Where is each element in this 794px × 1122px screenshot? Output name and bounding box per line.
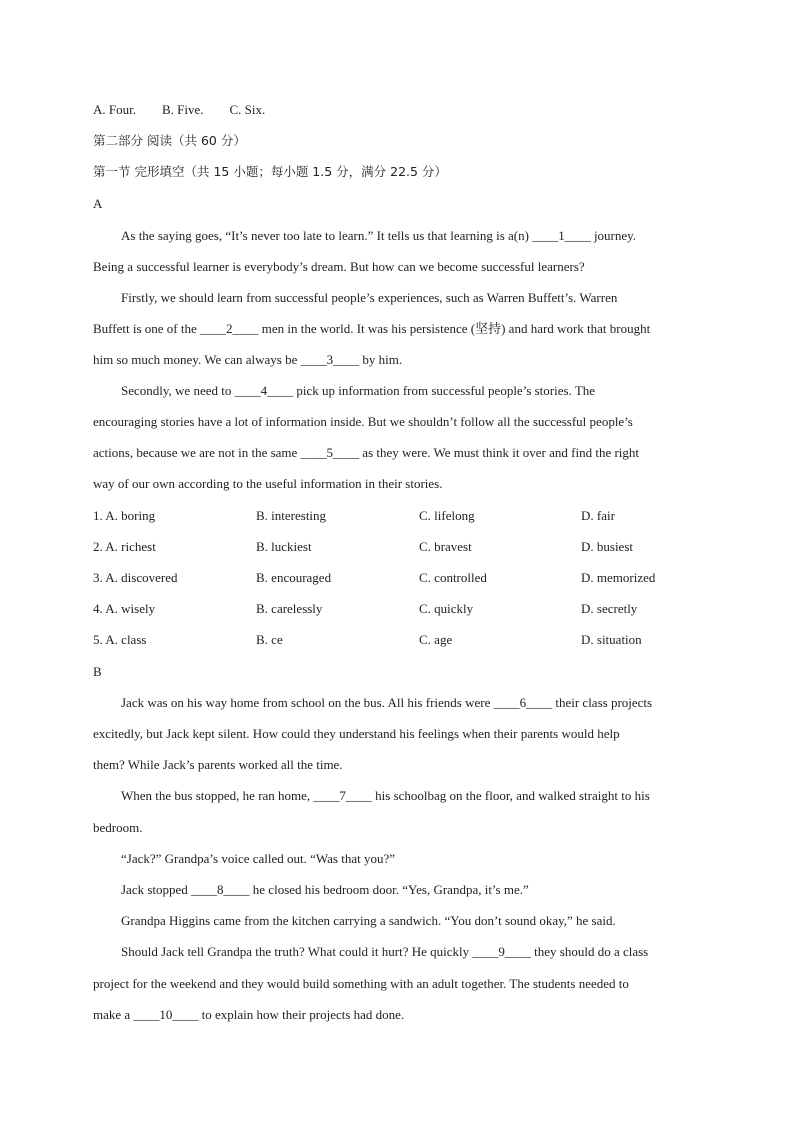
option-a: 3. A. discovered — [93, 570, 178, 585]
question-row — [0, 570, 794, 586]
question-row — [0, 601, 794, 617]
option-d: D. memorized — [581, 570, 656, 585]
part2-heading: 第二部分 阅读（共 60 分） — [93, 133, 246, 148]
option-b: B. encouraged — [256, 570, 332, 585]
option-c: C. bravest — [419, 539, 472, 554]
option-b: B. interesting — [256, 508, 327, 523]
passage-b-line: When the bus stopped, he ran home, ____7____ his schoolbag on the floor, and walked straight to his — [121, 788, 650, 803]
passage-a-label: A — [93, 196, 103, 211]
option-a: 2. A. richest — [93, 539, 156, 554]
option-c: C. quickly — [419, 601, 474, 616]
question-row — [0, 508, 794, 524]
passage-a-line: him so much money. We can always be ____3____ by him. — [93, 352, 403, 367]
passage-b-line: Jack stopped ____8____ he closed his bedroom door. “Yes, Grandpa, it’s me.” — [121, 882, 529, 897]
option-a: 4. A. wisely — [93, 601, 156, 616]
passage-b-line: Should Jack tell Grandpa the truth? What could it hurt? He quickly ____9____ they should do a class — [121, 944, 649, 959]
option-c: C. lifelong — [419, 508, 475, 523]
passage-b-line: project for the weekend and they would build something with an adult together. The students needed to — [93, 976, 629, 991]
passage-a-line: Firstly, we should learn from successful people’s experiences, such as Warren Buffett’s. Warren — [121, 290, 618, 305]
passage-b-line: excitedly, but Jack kept silent. How could they understand his feelings when their parents would help — [93, 726, 620, 741]
passage-a-line: Buffett is one of the ____2____ men in the world. It was his persistence (坚持) and hard work that brought — [93, 321, 651, 336]
passage-b-line: Jack was on his way home from school on the bus. All his friends were ____6____ their class projects — [121, 695, 653, 710]
option-d: D. secretly — [581, 601, 638, 616]
passage-b-line: “Jack?” Grandpa’s voice called out. “Was that you?” — [121, 851, 395, 866]
option-d: D. fair — [581, 508, 615, 523]
passage-a-line: actions, because we are not in the same ____5____ as they were. We must think it over and find the right — [93, 445, 640, 460]
question-row — [0, 539, 794, 555]
passage-b-line: them? While Jack’s parents worked all the time. — [93, 757, 343, 772]
passage-a-line: way of our own according to the useful information in their stories. — [93, 476, 443, 491]
passage-a-line: As the saying goes, “It’s never too late to learn.” It tells us that learning is a(n) ____1____ journey. — [121, 228, 637, 243]
passage-a-line: encouraging stories have a lot of information inside. But we shouldn’t follow all the successful people’s — [93, 414, 633, 429]
option-b: B. ce — [256, 632, 283, 647]
option-c: C. age — [419, 632, 453, 647]
previous-question-options: A. Four. B. Five. C. Six. — [93, 102, 266, 117]
option-b: B. carelessly — [256, 601, 323, 616]
option-d: D. situation — [581, 632, 642, 647]
passage-a-line: Secondly, we need to ____4____ pick up information from successful people’s stories. The — [121, 383, 596, 398]
passage-b-line: make a ____10____ to explain how their projects had done. — [93, 1007, 405, 1022]
passage-b-line: Grandpa Higgins came from the kitchen carrying a sandwich. “You don’t sound okay,” he said. — [121, 913, 616, 928]
option-a: 5. A. class — [93, 632, 147, 647]
option-c: C. controlled — [419, 570, 487, 585]
option-a: 1. A. boring — [93, 508, 156, 523]
option-d: D. busiest — [581, 539, 633, 554]
option-b: B. luckiest — [256, 539, 312, 554]
passage-b-label: B — [93, 664, 102, 679]
passage-a-line: Being a successful learner is everybody’s dream. But how can we become successful learners? — [93, 259, 585, 274]
question-row — [0, 632, 794, 648]
section1-heading: 第一节 完形填空（共 15 小题；每小题 1.5 分，满分 22.5 分） — [93, 164, 447, 179]
passage-b-line: bedroom. — [93, 820, 143, 835]
